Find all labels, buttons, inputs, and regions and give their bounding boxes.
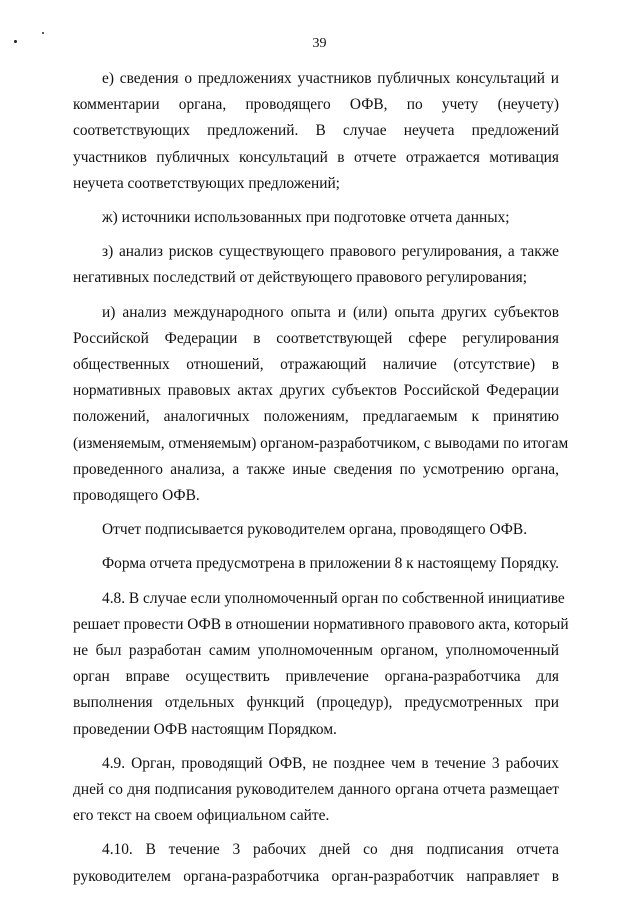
text-line: е) сведения о предложениях участников публичных консультаций и: [102, 70, 559, 87]
text-line: соответствующих предложений. В случае неучета предложений: [73, 122, 559, 140]
text-line: комментарии органа, проводящего ОФВ, по учету (неучету): [73, 96, 559, 114]
text-line: положений, аналогичных положениям, предлагаемым к принятию: [73, 408, 559, 426]
text-line: орган вправе осуществить привлечение органа-разработчика для: [73, 668, 559, 686]
text-line: ж) источники использованных при подготовке отчета данных;: [102, 209, 510, 227]
text-line: (изменяемым, отменяемым) органом-разработчиком, с выводами по итогам: [73, 434, 569, 452]
text-line: 4.10. В течение 3 рабочих дней со дня подписания отчета: [102, 841, 559, 859]
text-line: Форма отчета предусмотрена в приложении 8 к настоящему Порядку.: [102, 555, 560, 573]
document-body: [73, 66, 569, 890]
text-line: 4.9. Орган, проводящий ОФВ, не позднее чем в течение 3 рабочих: [102, 754, 559, 772]
paragraph: [73, 517, 559, 543]
text-line: участников публичных консультаций в отчете отражается мотивация: [73, 148, 559, 166]
paragraph: [73, 239, 559, 291]
text-line: решает провести ОФВ в отношении нормативного правового акта, который: [73, 615, 569, 633]
text-line: 4.8. В случае если уполномоченный орган по собственной инициативе: [102, 589, 565, 607]
text-line: нормативных правовых актах других субъектов Российской Федерации: [73, 382, 559, 400]
text-line: общественных отношений, отражающий наличие (отсутствие) в: [73, 356, 559, 374]
paragraph: [73, 837, 559, 889]
text-line: з) анализ рисков существующего правового регулирования, а также: [102, 243, 559, 261]
paragraph: [73, 586, 569, 743]
text-line: Российской Федерации в соответствующей сфере регулирования: [73, 329, 559, 347]
text-line: и) анализ международного опыта и (или) опыта других субъектов: [102, 303, 559, 321]
text-line: проводящего ОФВ.: [73, 487, 200, 505]
text-line: негативных последствий от действующего правового регулирования;: [73, 269, 528, 287]
text-line: проведенного анализа, а также иные сведения по усмотрению органа,: [73, 460, 559, 478]
paragraph: [73, 205, 559, 231]
paragraph: [73, 551, 559, 577]
text-line: выполнения отдельных функций (процедур), предусмотренных при: [73, 694, 559, 712]
text-line: руководителем органа-разработчика орган-разработчик направляет в: [73, 867, 559, 885]
page-number: 39: [312, 36, 327, 51]
text-line: Отчет подписывается руководителем органа, проводящего ОФВ.: [102, 521, 528, 539]
scan-speck: [42, 32, 44, 34]
paragraph: [73, 751, 559, 830]
paragraph: [73, 66, 559, 197]
text-line: проведении ОФВ настоящим Порядком.: [73, 720, 337, 738]
paragraph: [73, 300, 569, 510]
text-line: неучета соответствующих предложений;: [73, 174, 340, 192]
text-line: его текст на своем официальном сайте.: [73, 807, 330, 825]
text-line: дней со дня подписания руководителем данного органа отчета размещает: [73, 781, 559, 799]
text-line: не был разработан самим уполномоченным органом, уполномоченный: [73, 642, 559, 660]
